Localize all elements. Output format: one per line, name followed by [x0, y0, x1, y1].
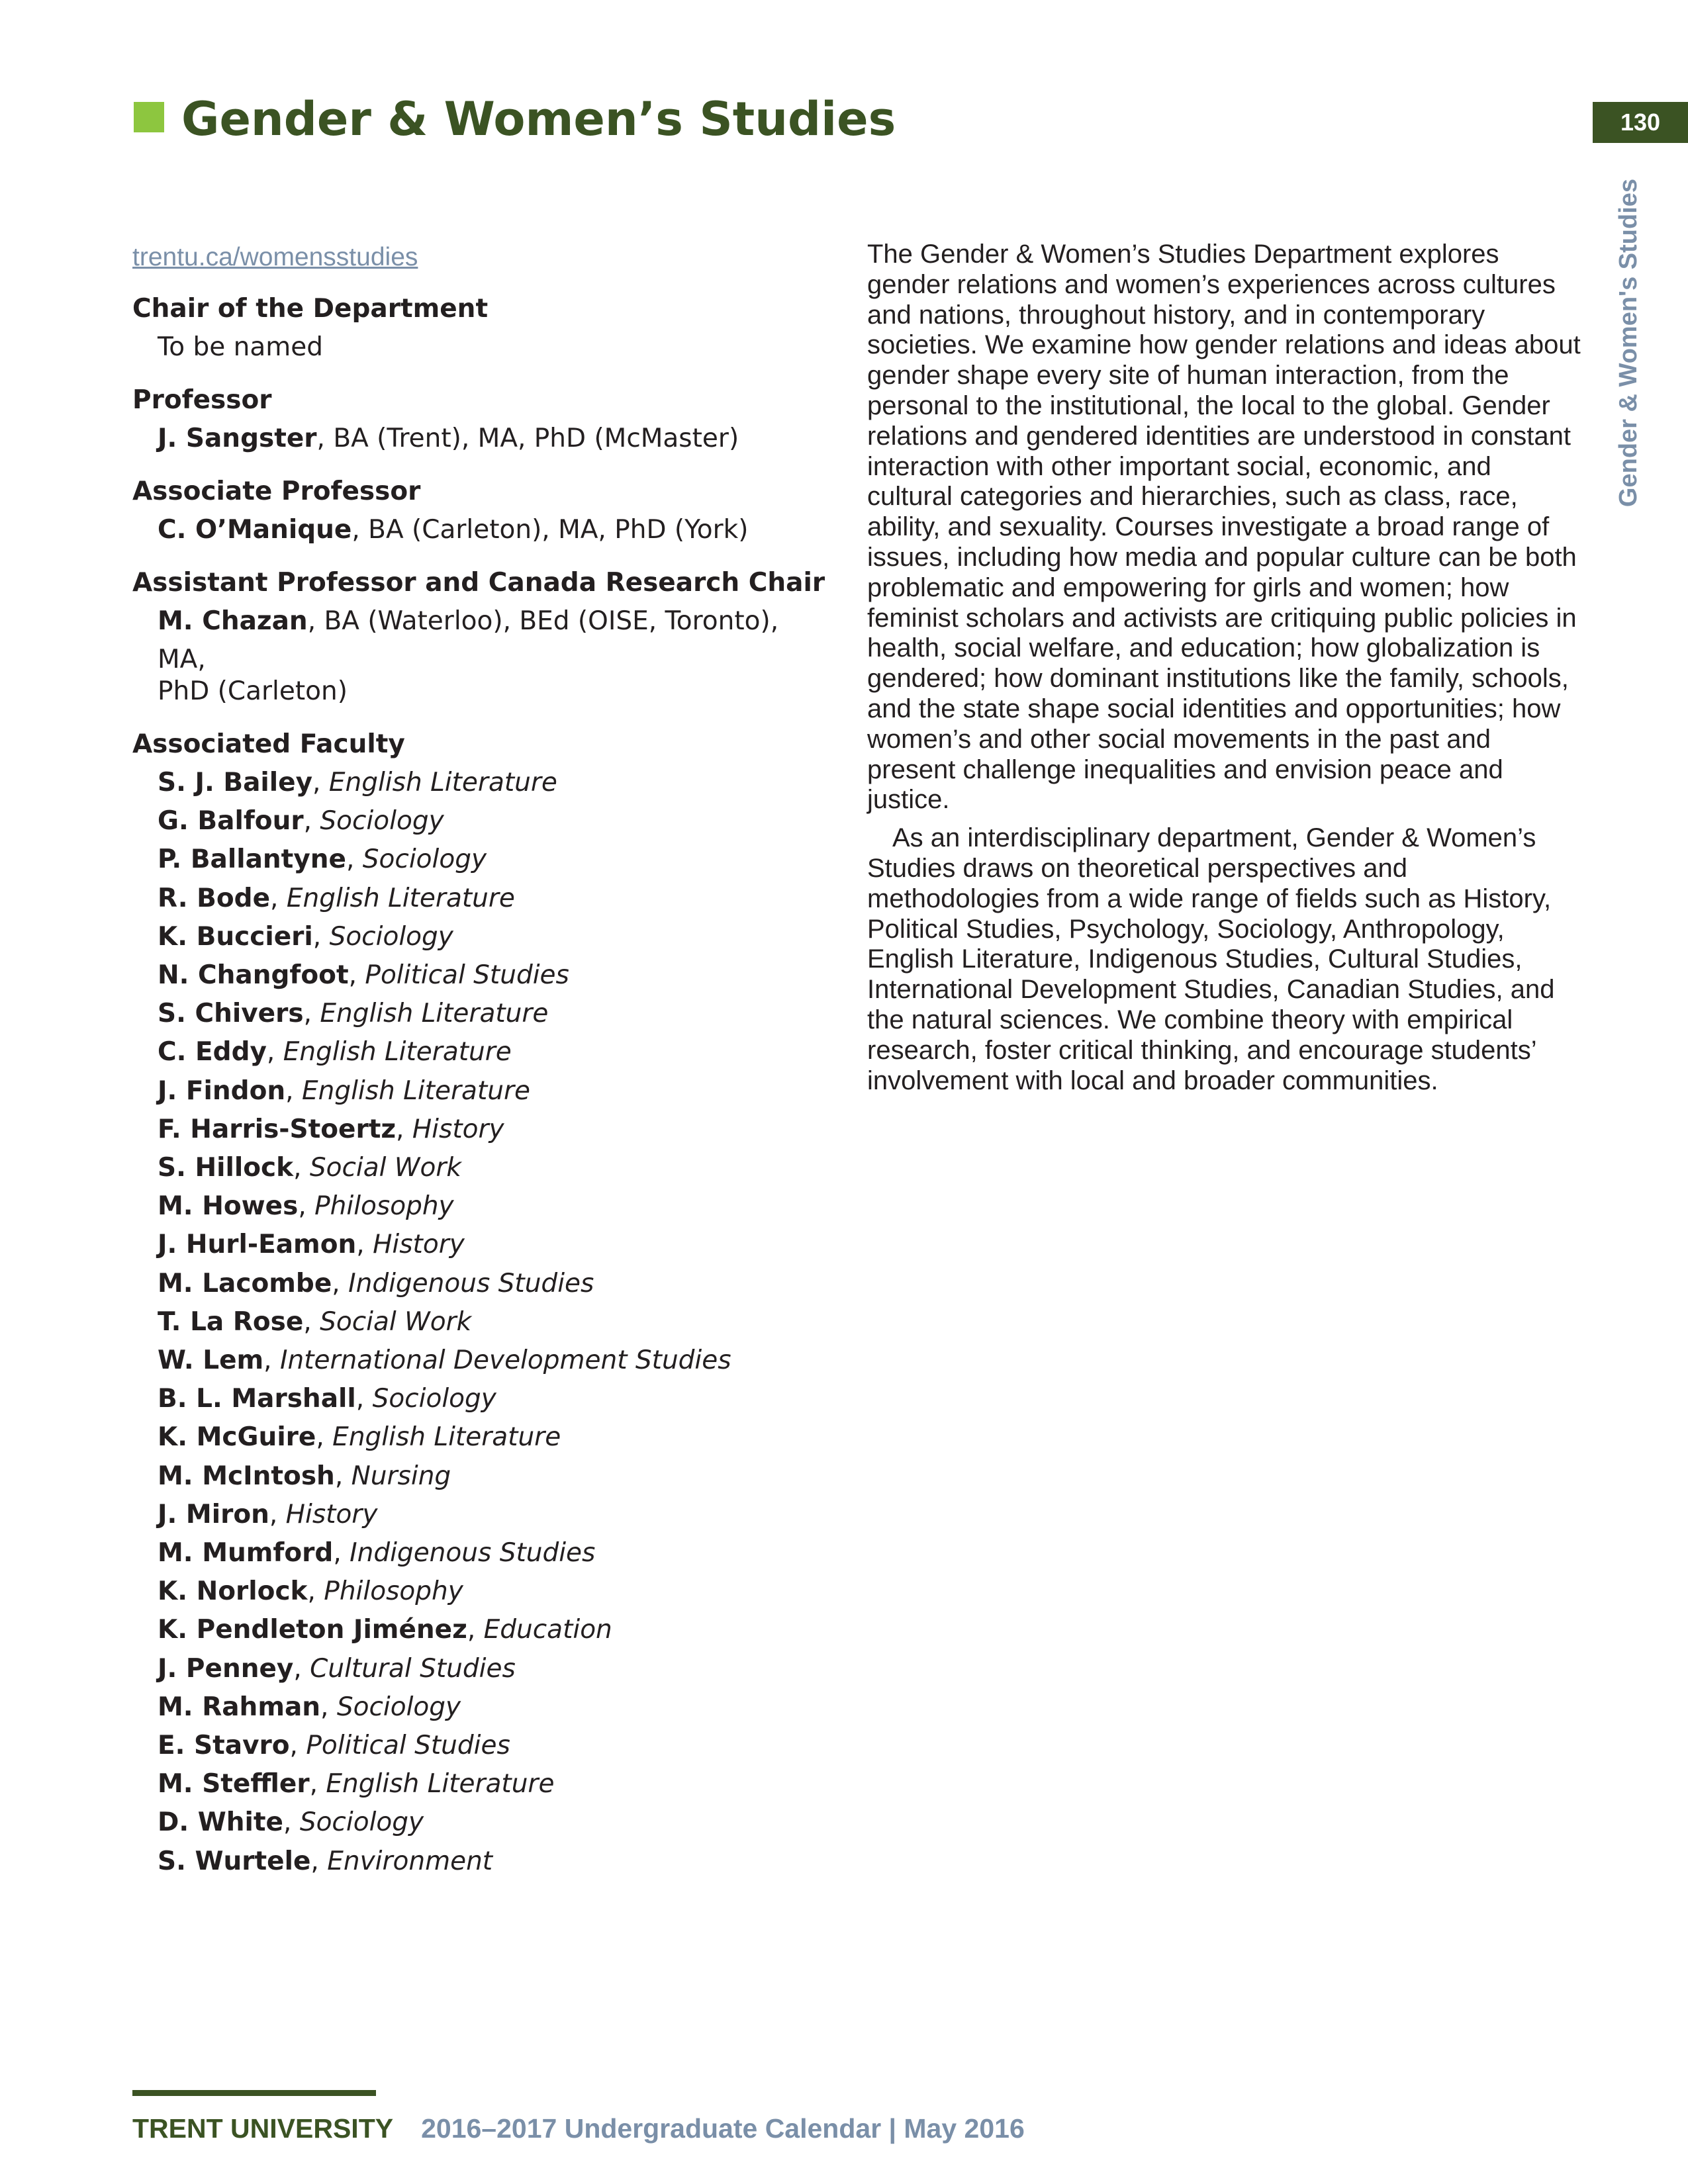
faculty-member-name: M. McIntosh	[158, 1461, 335, 1491]
faculty-member-name: M. Howes	[158, 1191, 299, 1222]
faculty-member-name: K. Buccieri	[158, 921, 313, 952]
faculty-member-department: Indigenous Studies	[348, 1268, 594, 1298]
faculty-member	[132, 1611, 834, 1649]
faculty-member	[132, 1111, 834, 1149]
faculty-member-name: M. Rahman	[158, 1692, 321, 1722]
assistant-professor-section	[132, 564, 834, 711]
associate-professor-heading: Associate Professor	[132, 477, 421, 506]
faculty-member-department: English Literature	[301, 1075, 530, 1106]
faculty-member-separator: ,	[303, 806, 320, 837]
assistant-professor-credentials: , BA (Waterloo), BEd (OISE, Toronto), MA,	[158, 606, 779, 674]
faculty-member-department: Sociology	[336, 1692, 461, 1722]
assistant-professor-name: M. Chazan	[158, 606, 308, 636]
faculty-member-department: Philosophy	[324, 1576, 463, 1607]
faculty-member-separator: ,	[333, 1538, 350, 1569]
faculty-member-department: Social Work	[320, 1306, 472, 1337]
faculty-member-department: History	[412, 1114, 504, 1144]
faculty-member-separator: ,	[355, 1384, 373, 1414]
faculty-member	[132, 1380, 834, 1418]
faculty-member	[132, 1033, 834, 1071]
faculty-member-name: R. Bode	[158, 883, 271, 913]
footer-calendar-edition: 2016–2017 Undergraduate Calendar | May 2016	[421, 2113, 1025, 2144]
assistant-professor-entry	[132, 602, 834, 679]
side-section-label: Gender & Women's Studies	[1615, 178, 1642, 508]
faculty-member-name: J. Hurl-Eamon	[158, 1230, 357, 1260]
associated-faculty-section	[132, 725, 834, 1881]
faculty-member-separator: ,	[293, 1153, 310, 1183]
faculty-member	[132, 880, 834, 918]
faculty-member	[132, 1457, 834, 1496]
faculty-member-separator: ,	[467, 1615, 484, 1645]
faculty-member-department: Indigenous Studies	[350, 1538, 596, 1569]
faculty-member-separator: ,	[309, 1769, 326, 1799]
faculty-member	[132, 1226, 834, 1264]
faculty-member-name: M. Lacombe	[158, 1268, 332, 1298]
professor-entry	[132, 420, 834, 458]
associated-faculty-heading: Associated Faculty	[132, 729, 405, 759]
faculty-member-department: Sociology	[362, 844, 487, 875]
faculty-member	[132, 802, 834, 841]
faculty-member-separator: ,	[332, 1268, 349, 1298]
faculty-member-separator: ,	[269, 1499, 286, 1529]
faculty-member-department: Sociology	[320, 806, 444, 837]
faculty-member	[132, 995, 834, 1033]
associate-professor-section	[132, 473, 834, 549]
faculty-member-department: English Literature	[286, 883, 515, 913]
chair-section	[132, 290, 834, 367]
faculty-member-separator: ,	[396, 1114, 412, 1144]
department-website-link[interactable]: trentu.ca/womensstudies	[132, 243, 418, 271]
faculty-member-department: Political Studies	[365, 960, 569, 991]
faculty-member-name: J. Findon	[158, 1075, 286, 1106]
faculty-member-name: C. Eddy	[158, 1037, 267, 1068]
faculty-member	[132, 1303, 834, 1342]
faculty-member-name: S. J. Bailey	[158, 768, 313, 797]
faculty-member-name: J. Penney	[158, 1653, 294, 1684]
professor-credentials: , BA (Trent), MA, PhD (McMaster)	[316, 424, 739, 453]
faculty-member-separator: ,	[263, 1345, 280, 1376]
associated-faculty-list	[132, 764, 834, 1881]
faculty-member-name: S. Hillock	[158, 1153, 294, 1183]
associate-professor-entry	[132, 511, 834, 549]
faculty-member-name: N. Changfoot	[158, 960, 349, 991]
faculty-member-separator: ,	[312, 921, 330, 952]
faculty-member	[132, 764, 834, 802]
faculty-member	[132, 918, 834, 956]
faculty-member-separator: ,	[289, 1731, 306, 1761]
chair-heading: Chair of the Department	[132, 294, 489, 324]
faculty-member	[132, 1496, 834, 1534]
faculty-member-name: E. Stavro	[158, 1731, 290, 1761]
faculty-member-department: English Literature	[320, 999, 549, 1029]
faculty-member-name: P. Ballantyne	[158, 844, 346, 875]
faculty-member-separator: ,	[310, 1846, 328, 1876]
faculty-member-name: D. White	[158, 1807, 284, 1838]
associate-professor-credentials: , BA (Carleton), MA, PhD (York)	[352, 515, 749, 545]
faculty-member	[132, 1650, 834, 1688]
faculty-member-separator: ,	[316, 1422, 333, 1453]
faculty-member-name: K. Pendleton Jiménez	[158, 1615, 467, 1645]
footer-university-name: TRENT UNIVERSITY	[132, 2113, 394, 2144]
faculty-member-separator: ,	[303, 999, 320, 1029]
faculty-member-name: K. Norlock	[158, 1576, 308, 1607]
faculty-member-name: B. L. Marshall	[158, 1384, 356, 1414]
professor-section	[132, 381, 834, 458]
faculty-member-name: T. La Rose	[158, 1306, 304, 1337]
faculty-member-separator: ,	[266, 1037, 283, 1068]
faculty-member-department: Sociology	[299, 1807, 424, 1838]
faculty-member	[132, 1534, 834, 1572]
faculty-member	[132, 1572, 834, 1611]
faculty-member-department: Nursing	[351, 1461, 451, 1491]
faculty-member	[132, 1265, 834, 1303]
faculty-member-name: S. Chivers	[158, 999, 304, 1029]
title-accent-square	[134, 102, 164, 132]
faculty-member	[132, 1803, 834, 1842]
footer-rule	[132, 2090, 376, 2096]
faculty-member-department: Environment	[327, 1846, 493, 1876]
faculty-member-department: Sociology	[329, 921, 453, 952]
description-paragraph-2: As an interdisciplinary department, Gender & Women’s Studies draws on theoretical perspectives and methodologies from a wide range of fields such as History, Political Studies, Psychology, Sociology, Anthropology, English Literature, Indigenous Studies, Cultural Studies, International Development Studies, Canadian Studies, and the natural sciences. We combine theory with empirical research, foster critical thinking, and encourage students’ involvement with local and broader communities.	[867, 823, 1555, 1095]
faculty-member-name: K. McGuire	[158, 1422, 316, 1453]
faculty-member-department: Cultural Studies	[310, 1653, 516, 1684]
faculty-member-department: Social Work	[309, 1153, 461, 1183]
faculty-member-department: English Literature	[332, 1422, 561, 1453]
associate-professor-name: C. O’Manique	[158, 515, 352, 545]
faculty-member-separator: ,	[293, 1653, 310, 1684]
faculty-member-department: Education	[483, 1615, 612, 1645]
description-paragraph-1: The Gender & Women’s Studies Department explores gender relations and women’s experiences across cultures and nations, throughout history, and in contemporary societies. We examine how gender relations and ideas about gender shape every site of human interaction, from the personal to the institutional, the local to the global. Gender relations and gendered identities are understood in constant interaction with other important social, economic, and cultural categories and hierarchies, such as class, race, ability, and sexuality. Courses investigate a broad range of issues, including how media and popular culture can be both problematic and empowering for girls and women; how feminist scholars and activists are critiquing public policies in health, social welfare, and education; how globalization is gendered; how dominant institutions like the family, schools, and the state shape social identities and opportunities; how women’s and other social movements in the past and present challenge inequalities and envision peace and justice.	[867, 240, 1581, 815]
faculty-member-name: W. Lem	[158, 1345, 264, 1376]
faculty-member	[132, 1418, 834, 1457]
faculty-member	[132, 1342, 834, 1380]
professor-name: J. Sangster	[158, 424, 317, 453]
faculty-member-separator: ,	[348, 960, 365, 991]
faculty-member	[132, 1688, 834, 1727]
faculty-member-department: English Literature	[328, 768, 557, 797]
faculty-member-separator: ,	[312, 768, 329, 797]
faculty-member-separator: ,	[270, 883, 287, 913]
faculty-member-department: History	[285, 1499, 378, 1529]
professor-heading: Professor	[132, 385, 272, 415]
faculty-member-separator: ,	[346, 844, 363, 875]
faculty-member	[132, 1727, 834, 1765]
footer	[132, 2110, 1025, 2147]
faculty-member	[132, 1072, 834, 1111]
faculty-member-department: Philosophy	[314, 1191, 454, 1222]
faculty-member	[132, 841, 834, 879]
faculty-member-name: M. Steffler	[158, 1769, 310, 1799]
faculty-member-name: S. Wurtele	[158, 1846, 311, 1876]
faculty-member-department: International Development Studies	[279, 1345, 731, 1376]
faculty-member-name: J. Miron	[158, 1499, 269, 1529]
faculty-member-name: G. Balfour	[158, 806, 304, 837]
faculty-member-department: English Literature	[326, 1769, 555, 1799]
faculty-member-name: M. Mumford	[158, 1538, 334, 1569]
faculty-member-separator: ,	[283, 1807, 300, 1838]
faculty-member-department: Political Studies	[306, 1731, 510, 1761]
faculty-member	[132, 1765, 834, 1803]
assistant-professor-credentials-continued: PhD (Carleton)	[158, 676, 348, 706]
faculty-member	[132, 1843, 834, 1881]
faculty-column	[132, 238, 834, 1895]
faculty-member-department: Sociology	[372, 1384, 496, 1414]
faculty-member-department: English Literature	[283, 1037, 512, 1068]
page-title: Gender & Women’s Studies	[181, 92, 896, 146]
page-number-tab	[1593, 102, 1688, 143]
faculty-member-department: History	[373, 1230, 465, 1260]
faculty-member-separator: ,	[307, 1576, 324, 1607]
chair-value: To be named	[158, 332, 323, 362]
faculty-member-name: F. Harris-Stoertz	[158, 1114, 397, 1144]
faculty-member-separator: ,	[285, 1075, 302, 1106]
faculty-member	[132, 1187, 834, 1226]
faculty-member	[132, 1149, 834, 1187]
faculty-member	[132, 956, 834, 995]
page-number: 130	[1620, 109, 1661, 136]
faculty-member-separator: ,	[303, 1306, 320, 1337]
faculty-member-separator: ,	[298, 1191, 315, 1222]
faculty-member-separator: ,	[334, 1461, 352, 1491]
faculty-member-separator: ,	[356, 1230, 373, 1260]
faculty-member-separator: ,	[320, 1692, 337, 1722]
department-description	[867, 240, 1582, 1096]
assistant-professor-heading: Assistant Professor and Canada Research Chair	[132, 568, 825, 598]
